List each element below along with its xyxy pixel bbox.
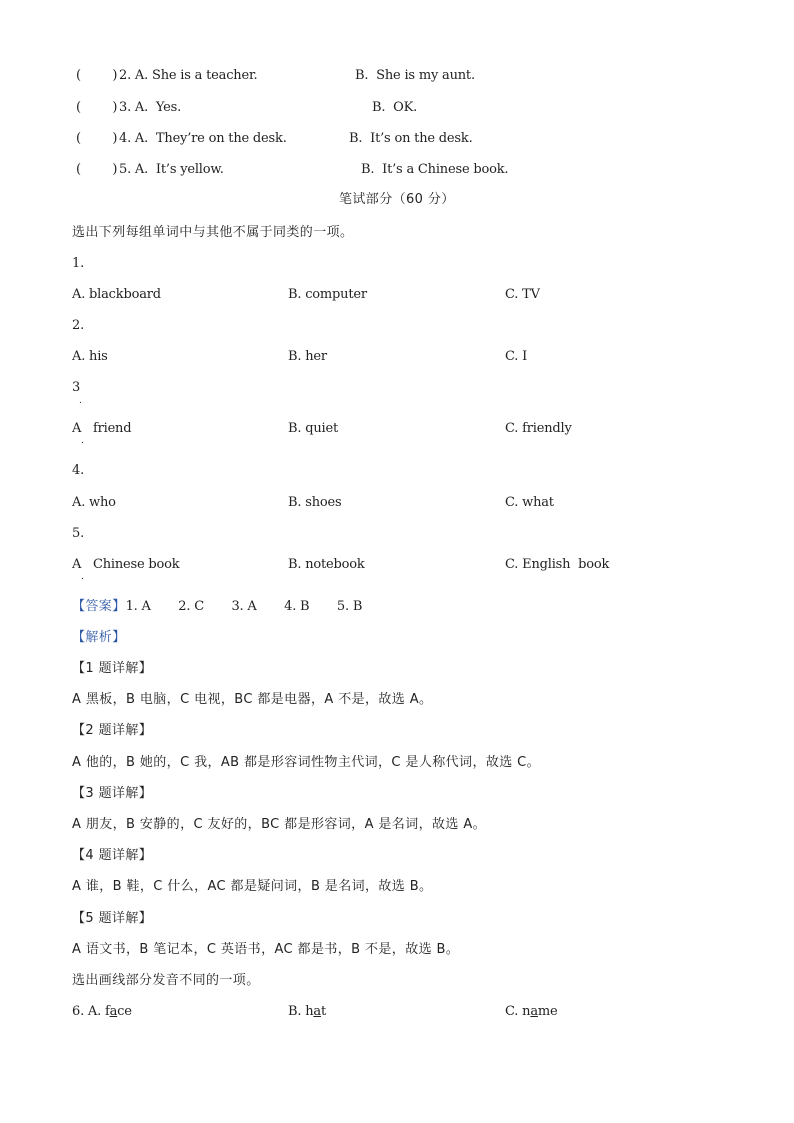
option-b: B. shoes (288, 495, 342, 510)
q6-option-a: 6. A. face (72, 1004, 132, 1019)
option-b: B. It’s on the desk. (349, 131, 473, 146)
question-number: 1. (72, 256, 85, 271)
detail-heading: 【1 题详解】 (72, 661, 153, 676)
question-number: 3 (72, 380, 81, 395)
option-a: 4. A. They’re on the desk. (119, 131, 287, 146)
answer-paren: ( ) (76, 100, 118, 115)
question-number: 2. (72, 318, 85, 333)
detail-text: A 黑板，B 电脑，C 电视，BC 都是电器，A 不是，故选 A。 (72, 692, 433, 707)
detail-text: A 朋友，B 安静的，C 友好的，BC 都是形容词，A 是名词，故选 A。 (72, 817, 487, 832)
answer-paren: ( ) (76, 162, 118, 177)
option-c: C. TV (505, 287, 540, 302)
option-a: 3. A. Yes. (119, 100, 182, 115)
detail-heading: 【5 题详解】 (72, 911, 153, 926)
option-c: C. English book (505, 557, 610, 572)
q6-option-b: B. hat (288, 1004, 326, 1019)
question-number: 4. (72, 463, 85, 478)
option-a: A Chinese book (72, 557, 180, 572)
detail-heading: 【2 题详解】 (72, 723, 153, 738)
detail-text: A 他的，B 她的，C 我，AB 都是形容词性物主代词，C 是人称代词，故选 C。 (72, 755, 541, 770)
option-b: B. her (288, 349, 327, 364)
answer-paren: ( ) (76, 68, 118, 83)
answer-values: 1. A 2. C 3. A 4. B 5. B (125, 599, 363, 614)
detail-heading: 【3 题详解】 (72, 786, 153, 801)
question-number: 5. (72, 526, 85, 541)
stray-dot: . (81, 572, 84, 582)
underlined-letter: a (530, 1004, 538, 1019)
option-a: A. his (72, 349, 108, 364)
option-b: B. She is my aunt. (355, 68, 475, 83)
instruction-classify: 选出下列每组单词中与其他不属于同类的一项。 (72, 225, 354, 240)
option-c: C. what (505, 495, 554, 510)
option-a: 5. A. It’s yellow. (119, 162, 224, 177)
detail-text: A 语文书，B 笔记本，C 英语书，AC 都是书，B 不是，故选 B。 (72, 942, 460, 957)
section-title: 笔试部分（60 分） (339, 192, 455, 207)
answer-line (72, 599, 362, 615)
detail-heading: 【4 题详解】 (72, 848, 153, 863)
answer-label: 【答案】 (72, 599, 126, 614)
underlined-letter: a (109, 1004, 118, 1019)
option-a: 2. A. She is a teacher. (119, 68, 258, 83)
q6-option-c: C. name (505, 1004, 558, 1019)
option-c: C. I (505, 349, 528, 364)
stray-dot: . (79, 396, 82, 406)
option-c: C. friendly (505, 421, 572, 436)
option-b: B. notebook (288, 557, 365, 572)
option-a: A friend (72, 421, 132, 436)
answer-paren: ( ) (76, 131, 118, 146)
underlined-letter: a (313, 1004, 321, 1019)
option-b: B. computer (288, 287, 367, 302)
option-b: B. It’s a Chinese book. (361, 162, 509, 177)
option-b: B. OK. (372, 100, 418, 115)
option-b: B. quiet (288, 421, 338, 436)
analysis-label: 【解析】 (72, 630, 126, 645)
instruction-pronunciation: 选出画线部分发音不同的一项。 (72, 973, 260, 988)
detail-text: A 谁，B 鞋，C 什么，AC 都是疑问词，B 是名词，故选 B。 (72, 879, 433, 894)
stray-dot: . (81, 436, 84, 446)
option-a: A. blackboard (72, 287, 161, 302)
option-a: A. who (72, 495, 116, 510)
